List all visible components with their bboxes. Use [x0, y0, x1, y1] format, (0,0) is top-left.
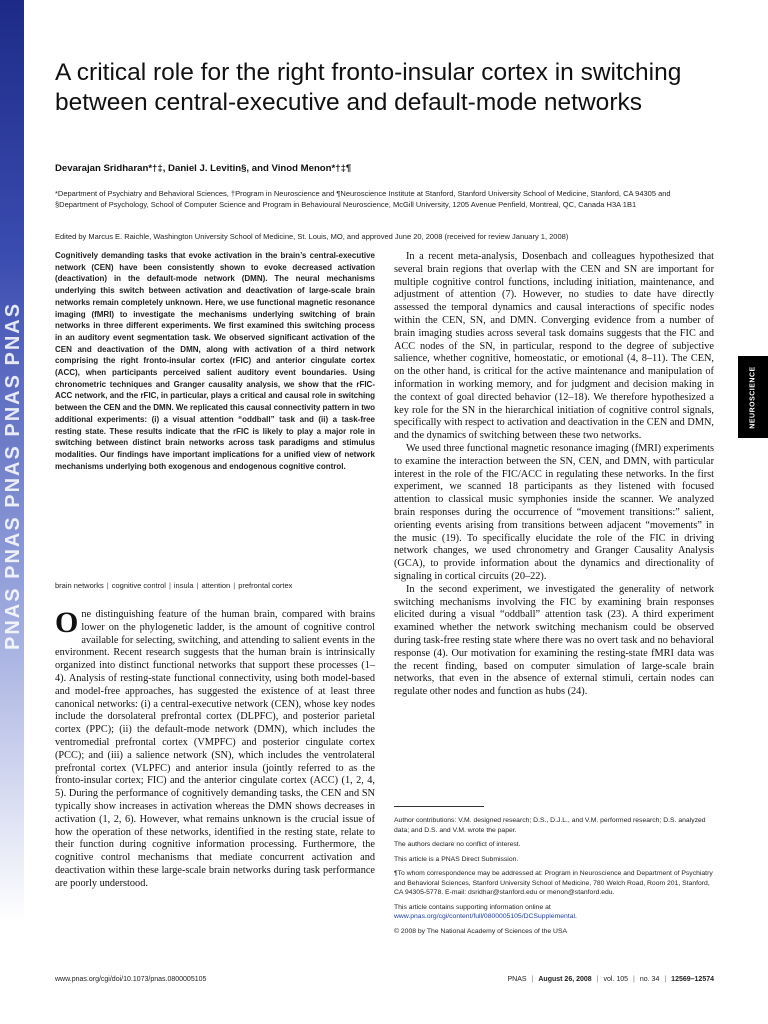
keyword-separator: | [196, 581, 199, 590]
author-list: Devarajan Sridharan*†‡, Daniel J. Levitin§, and Vinod Menon*†‡¶ [55, 163, 352, 174]
issue-number: no. 34 [639, 976, 660, 983]
section-tab-label: NEUROSCIENCE [749, 365, 757, 429]
keywords [55, 581, 375, 590]
keyword-separator: | [233, 581, 236, 590]
body-paragraph: We used three functional magnetic resonance imaging (fMRI) experiments to examine the interaction between the SN, CEN, and DMN, with particular interest in the role of the FIC/ACC in regulating these networks. In the first experiment, we scanned 18 participants as they listened with focused attention to classical music symphonies inside the scanner. We analyzed brain responses during the occurrence of “movement transitions:” salient, orienting events arising from transitions between adjacent “movements” in the music (19). To specifically elucidate the role of the FIC in driving network changes, we used chronometry and Granger Causality Analysis (GCA), to provide information about the dynamics and directionality of signaling in cortical circuits (20–22). [394, 442, 714, 582]
article-title: A critical role for the right fronto-insular cortex in switching between central-executive and default-mode networks [55, 59, 682, 116]
supporting-info-note: This article contains supporting information online at www.pnas.org/cgi/content/full/0800005105/DCSupplemental. [394, 903, 577, 920]
footer-separator: | [596, 976, 599, 983]
journal-watermark: PNAS PNAS PNAS PNAS PNAS [2, 301, 24, 650]
author-contributions: Author contributions: V.M. designed research; D.S., D.J.L., and V.M. performed research; D.S. analyzed data; and D.S. and V.M. wrote the paper. [394, 817, 706, 834]
doi-link[interactable]: www.pnas.org/cgi/doi/10.1073/pnas.0800005105 [55, 976, 207, 983]
footnote-divider [394, 806, 484, 807]
footer-separator: | [633, 976, 635, 983]
body-paragraph: In the second experiment, we investigated the generality of network switching mechanisms involving the FIC by examining brain responses elicited during a visual “oddball” attention task (23). A third experiment examined whether the network switching mechanism could be observed during task-free resting state where there was no overt task and no behavioral response (4). Our motivation for examining the resting-state fMRI data was the recent finding, based on computer simulation of large-scale brain networks, that even in the absence of external stimuli, certain nodes can regulate other nodes and function as hubs (24). [394, 583, 714, 698]
footer-separator: | [531, 976, 534, 983]
drop-cap: O [55, 606, 79, 639]
keyword-separator: | [168, 581, 171, 590]
section-tab [738, 356, 768, 438]
journal-name: PNAS [507, 976, 527, 983]
keyword: cognitive control [111, 581, 166, 590]
volume: vol. 105 [603, 976, 629, 983]
footer-separator: | [664, 976, 667, 983]
keyword: prefrontal cortex [238, 581, 293, 590]
correspondence-note: ¶To whom correspondence may be addressed at: Program in Neuroscience and Department of Psychiatry and Behavioral Sciences, Stanford University School of Medicine, 780 Welch Road, Room 201, Stanford, CA 94305-5778. E-mail: dsridhar@stanford.edu or menon@stanford.edu. [394, 870, 713, 896]
keyword-separator: | [106, 581, 109, 590]
body-paragraph: In a recent meta-analysis, Dosenbach and colleagues hypothesized that several brain regions that overlap with the CEN and SN are important for multiple cognitive control functions, including initiation, maintenance, and adjustment of attention (7). However, no studies to date have directly assessed the temporal dynamics and causal interactions of specific nodes within the CEN, SN, and DMN. Converging evidence from a number of brain imaging studies across several task domains suggests that the FIC and ACC nodes of the SN, in particular, respond to the degree of subjective salience, whether cognitive, homeostatic, or emotional (4, 8–11). The CEN, on the other hand, is critical for the active maintenance and manipulation of information in working memory, and for judgment and decision making in the context of goal directed behavior (12–18). We therefore hypothesized a key role for the SN in the hierarchical initiation of cognitive control signals, specifically with respect to activation and deactivation in the CEN and DMN, and the dynamics of switching between these two networks. [394, 251, 714, 442]
citation-footer [507, 976, 714, 983]
keyword: insula [173, 581, 194, 590]
editor-note: Edited by Marcus E. Raichle, Washington University School of Medicine, St. Louis, MO, and approved June 20, 2008 (received for review January 1, 2008) [55, 232, 569, 241]
right-column-body [394, 251, 714, 699]
keyword: brain networks [55, 581, 104, 590]
abstract: Cognitively demanding tasks that evoke activation in the brain’s central-executive network (CEN) have been consistently shown to evoke decreased activation (deactivation) in the default-mode network (DMN). The neural mechanisms underlying this switch between activation and deactivation of large-scale brain networks remain completely unknown. Here, we use functional magnetic resonance imaging (fMRI) to investigate the mechanisms underlying switching of brain networks in three different experiments. We first examined this switching process in an auditory event segmentation task. We observed significant activation of the CEN and deactivation of the DMN, along with activation of a third network comprising the right fronto-insular cortex (rFIC) and anterior cingulate cortex (ACC), when participants perceived salient auditory event boundaries. Using chronometric techniques and Granger causality analysis, we show that the rFIC-ACC network, and the rFIC, in particular, plays a critical and causal role in switching between the CEN and the DMN. We replicated this causal connectivity pattern in two additional experiments: (i) a visual attention “oddball” task and (ii) a task-free resting state. These results indicate that the rFIC is likely to play a major role in switching between distinct brain networks across task paradigms and stimulus modalities. Our findings have important implications for a unified view of network mechanisms underlying both exogenous and endogenous cognitive control. [55, 251, 375, 471]
supporting-info-link[interactable]: www.pnas.org/cgi/content/full/0800005105/DCSupplemental [394, 913, 575, 920]
conflict-statement: The authors declare no conflict of interest. [394, 841, 521, 848]
keyword: attention [201, 581, 231, 590]
introduction-text: ne distinguishing feature of the human brain, compared with brains lower on the phylogenetic ladder, is the amount of cognitive control available for selecting, switching, and attending to salient events in the environment. Recent research suggests that the human brain is intrinsically organized into distinct functional networks that support these processes (1–4). Analysis of resting-state functional connectivity, using both model-based and model-free approaches, has suggested the existence of at least three canonical networks: (i) a central-executive network (CEN), whose key nodes include the dorsolateral prefrontal cortex (DLPFC), and posterior parietal cortex (PPC); (ii) the default-mode network (DMN), which includes the ventromedial prefrontal cortex (VMPFC) and posterior cingulate cortex (PCC); and (iii) a salience network (SN), which includes the ventrolateral prefrontal cortex (VLPFC) and anterior insula (jointly referred to as the fronto-insular cortex; FIC) and the anterior cingulate cortex (ACC) (1, 2, 4, 5). During the performance of cognitively demanding tasks, the CEN and SN typically show increases in activation whereas the DMN shows decreases in activation (1, 2, 6). However, what remains unknown is the crucial issue of how the operation of these networks, identified in the resting state, relate to their function during cognitive information processing. Furthermore, the cognitive control mechanisms that mediate concurrent activation and deactivation within these large-scale brain networks during task performance are poorly understood. [55, 609, 375, 889]
introduction-paragraph [55, 606, 375, 891]
affiliations: *Department of Psychiatry and Behavioral Sciences, †Program in Neuroscience and ¶Neuroscience Institute at Stanford, Stanford University School of Medicine, Stanford, CA 94305 and §Department of Psychology, School of Computer Science and Program in Behavioural Neuroscience, McGill University, 1205 Avenue Penfield, Montreal, QC, Canada H3A 1B1 [55, 189, 671, 209]
page-range: 12569–12574 [671, 976, 714, 983]
copyright-notice: © 2008 by The National Academy of Sciences of the USA [394, 927, 568, 935]
issue-date: August 26, 2008 [538, 976, 592, 983]
footnotes [394, 816, 716, 941]
submission-note: This article is a PNAS Direct Submission. [394, 855, 519, 863]
